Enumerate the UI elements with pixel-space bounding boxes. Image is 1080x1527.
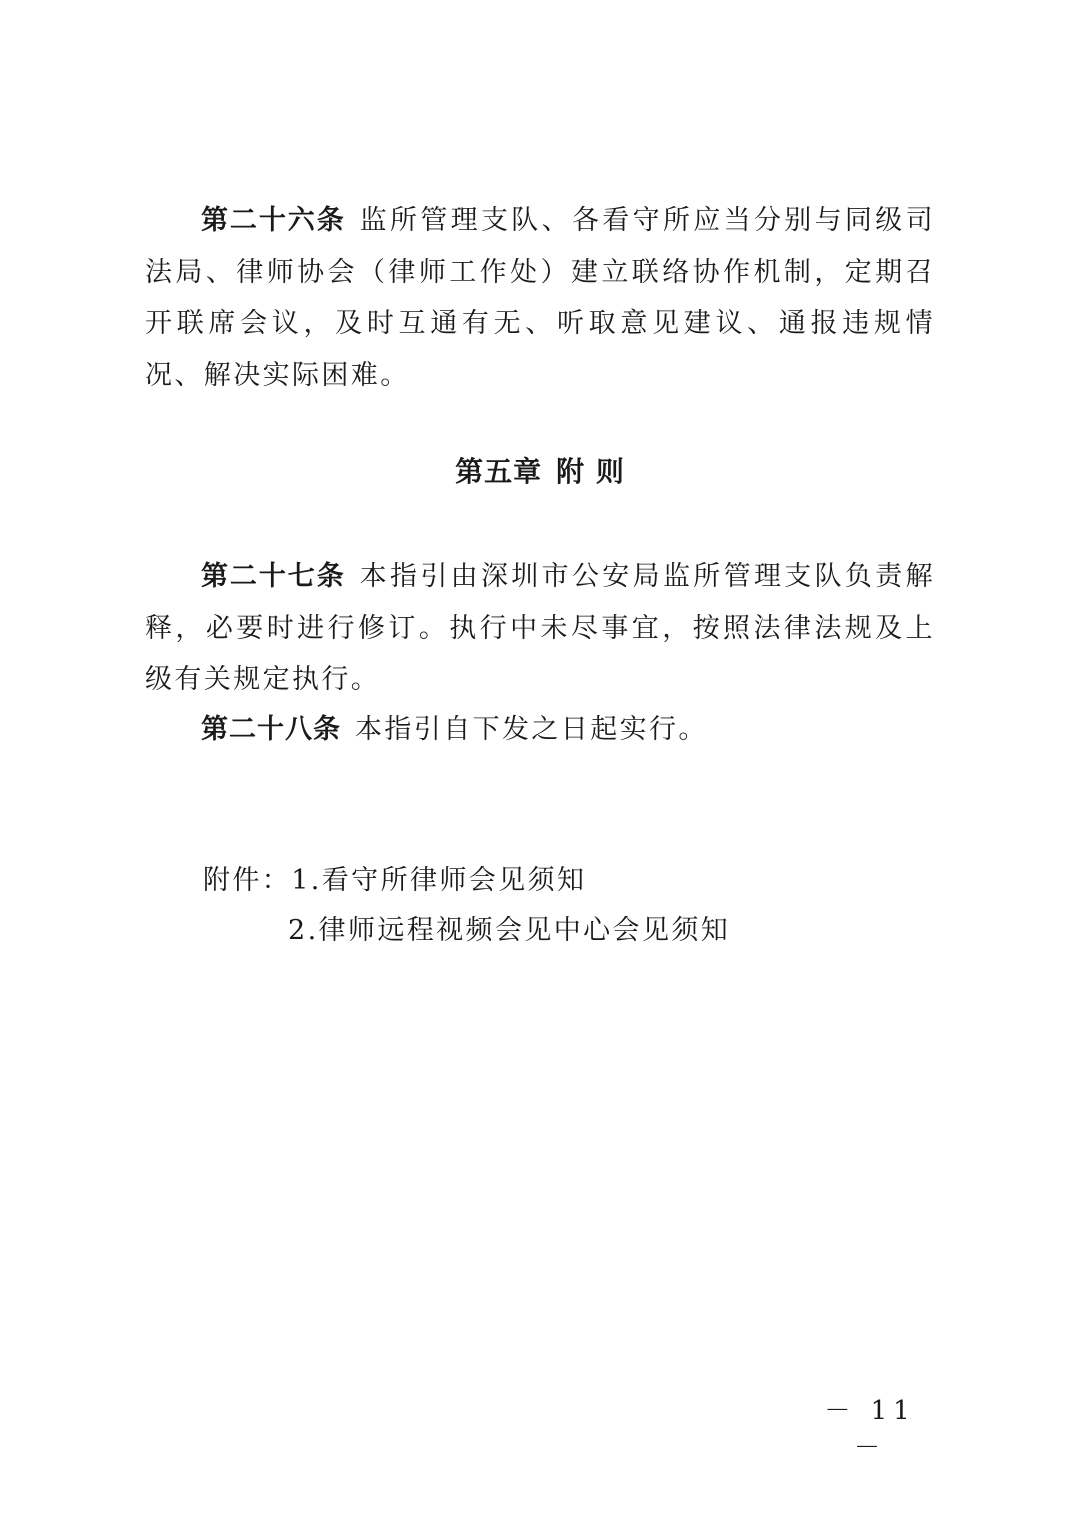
attachment-line-2 [288, 908, 730, 947]
article-26-text: 监所管理支队、各看守所应当分别与同级司法局、律师协会（律师工作处）建立联络协作机制，定期召开联席会议，及时互通有无、听取意见建议、通报违规情况、解决实际困难。 [145, 205, 935, 391]
chapter-number: 第五章 [455, 455, 543, 488]
attachments-label: 附件： [203, 865, 292, 896]
attachment-item-1: 1.看守所律师会见须知 [291, 865, 587, 896]
article-27 [145, 551, 935, 706]
article-28 [145, 704, 935, 756]
attachment-item-2: 2.律师远程视频会见中心会见须知 [288, 915, 731, 946]
chapter-heading [0, 450, 1080, 490]
article-27-text: 本指引由深圳市公安局监所管理支队负责解释，必要时进行修订。执行中未尽事宜，按照法律法规及上级有关规定执行。 [145, 561, 935, 695]
article-26-label: 第二十六条 [201, 205, 346, 236]
page-number: － 11 － [824, 1396, 916, 1463]
article-28-text: 本指引自下发之日起实行。 [355, 714, 708, 745]
article-27-label: 第二十七条 [201, 561, 346, 592]
article-28-label: 第二十八条 [201, 714, 341, 745]
attachment-line-1 [203, 858, 586, 897]
chapter-title: 附 则 [556, 455, 625, 488]
article-26 [145, 195, 935, 401]
